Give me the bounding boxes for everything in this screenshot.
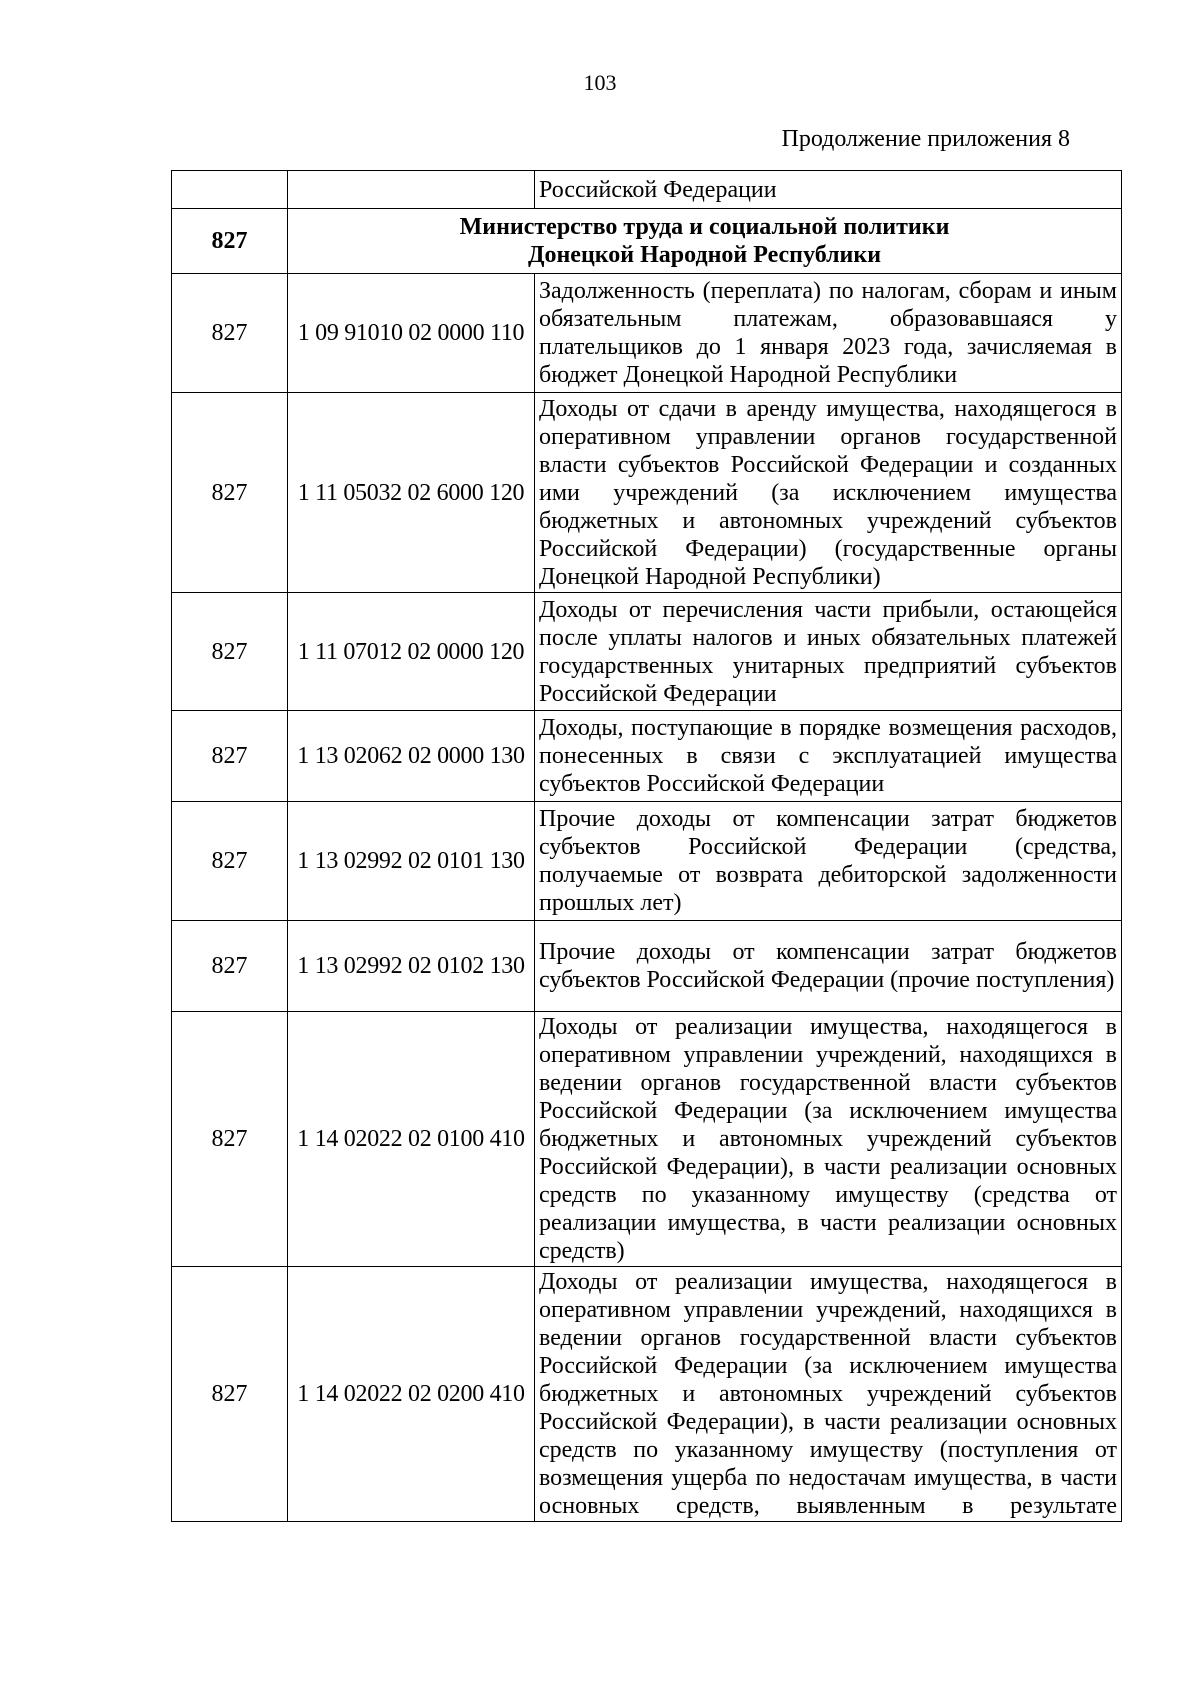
revenue-code-cell: 1 13 02992 02 0101 130 xyxy=(288,802,535,921)
section-title-line-2: Донецкой Народной Республики xyxy=(527,242,882,268)
description-cell: Российской Федерации xyxy=(535,171,1122,209)
revenue-code-cell: 1 13 02062 02 0000 130 xyxy=(288,711,535,802)
description-cell: Доходы от сдачи в аренду имущества, находящегося в оперативном управлении органов государственной власти субъектов Российской Федерации и созданных ими учреждений (за исключением имущества бюджетных и автономных учреждений субъектов Российской Федерации) (государственные органы Донецкой Народной Республики) xyxy=(535,393,1122,593)
admin-code-cell: 827 xyxy=(172,593,288,711)
description-cell: Доходы от перечисления части прибыли, остающейся после уплаты налогов и иных обязательных платежей государственных унитарных предприятий субъектов Российской Федерации xyxy=(535,593,1122,711)
table-row xyxy=(172,1267,1122,1522)
revenue-code-cell: 1 14 02022 02 0100 410 xyxy=(288,1012,535,1267)
description-cell: Прочие доходы от компенсации затрат бюджетов субъектов Российской Федерации (прочие поступления) xyxy=(535,921,1122,1012)
table-row xyxy=(172,593,1122,711)
admin-code-cell: 827 xyxy=(172,711,288,802)
page-number: 103 xyxy=(583,70,617,95)
admin-code-cell: 827 xyxy=(172,921,288,1012)
description-cell: Доходы от реализации имущества, находящегося в оперативном управлении учреждений, находящихся в ведении органов государственной власти субъектов Российской Федерации (за исключением имущества бюджетных и автономных учреждений субъектов Российской Федерации), в части реализации основных средств по указанному имуществу (поступления от возмещения ущерба по недостачам имущества, в части основных средств, выявленным в результате xyxy=(535,1267,1122,1522)
section-title-cell xyxy=(288,209,1122,274)
description-cell: Доходы, поступающие в порядке возмещения расходов, понесенных в связи с эксплуатацией имущества субъектов Российской Федерации xyxy=(535,711,1122,802)
table-row-section-heading xyxy=(172,209,1122,274)
table-row-continued xyxy=(172,171,1122,209)
revenue-code-cell: 1 11 05032 02 6000 120 xyxy=(288,393,535,593)
admin-code-cell xyxy=(172,171,288,209)
revenue-code-cell: 1 14 02022 02 0200 410 xyxy=(288,1267,535,1522)
table-row xyxy=(172,711,1122,802)
section-title-line-1: Министерство труда и социальной политики xyxy=(459,214,950,240)
description-cell: Прочие доходы от компенсации затрат бюджетов субъектов Российской Федерации (средства, получаемые от возврата дебиторской задолженности прошлых лет) xyxy=(535,802,1122,921)
table-row xyxy=(172,274,1122,393)
section-admin-code-cell: 827 xyxy=(172,209,288,274)
appendix-continuation-label: Продолжение приложения 8 xyxy=(781,126,1070,152)
table-row xyxy=(172,921,1122,1012)
revenue-code-cell: 1 11 07012 02 0000 120 xyxy=(288,593,535,711)
admin-code-cell: 827 xyxy=(172,802,288,921)
revenue-code-cell xyxy=(288,171,535,209)
table-row xyxy=(172,393,1122,593)
table-row xyxy=(172,802,1122,921)
revenue-codes-table xyxy=(171,170,1122,1522)
description-cell: Задолженность (переплата) по налогам, сборам и иным обязательным платежам, образовавшаяся у плательщиков до 1 января 2023 года, зачисляемая в бюджет Донецкой Народной Республики xyxy=(535,274,1122,393)
admin-code-cell: 827 xyxy=(172,1267,288,1522)
description-cell: Доходы от реализации имущества, находящегося в оперативном управлении учреждений, находящихся в ведении органов государственной власти субъектов Российской Федерации (за исключением имущества бюджетных и автономных учреждений субъектов Российской Федерации), в части реализации основных средств по указанному имуществу (средства от реализации имущества, в части реализации основных средств) xyxy=(535,1012,1122,1267)
revenue-code-cell: 1 09 91010 02 0000 110 xyxy=(288,274,535,393)
table-row xyxy=(172,1012,1122,1267)
admin-code-cell: 827 xyxy=(172,274,288,393)
revenue-code-cell: 1 13 02992 02 0102 130 xyxy=(288,921,535,1012)
admin-code-cell: 827 xyxy=(172,393,288,593)
admin-code-cell: 827 xyxy=(172,1012,288,1267)
